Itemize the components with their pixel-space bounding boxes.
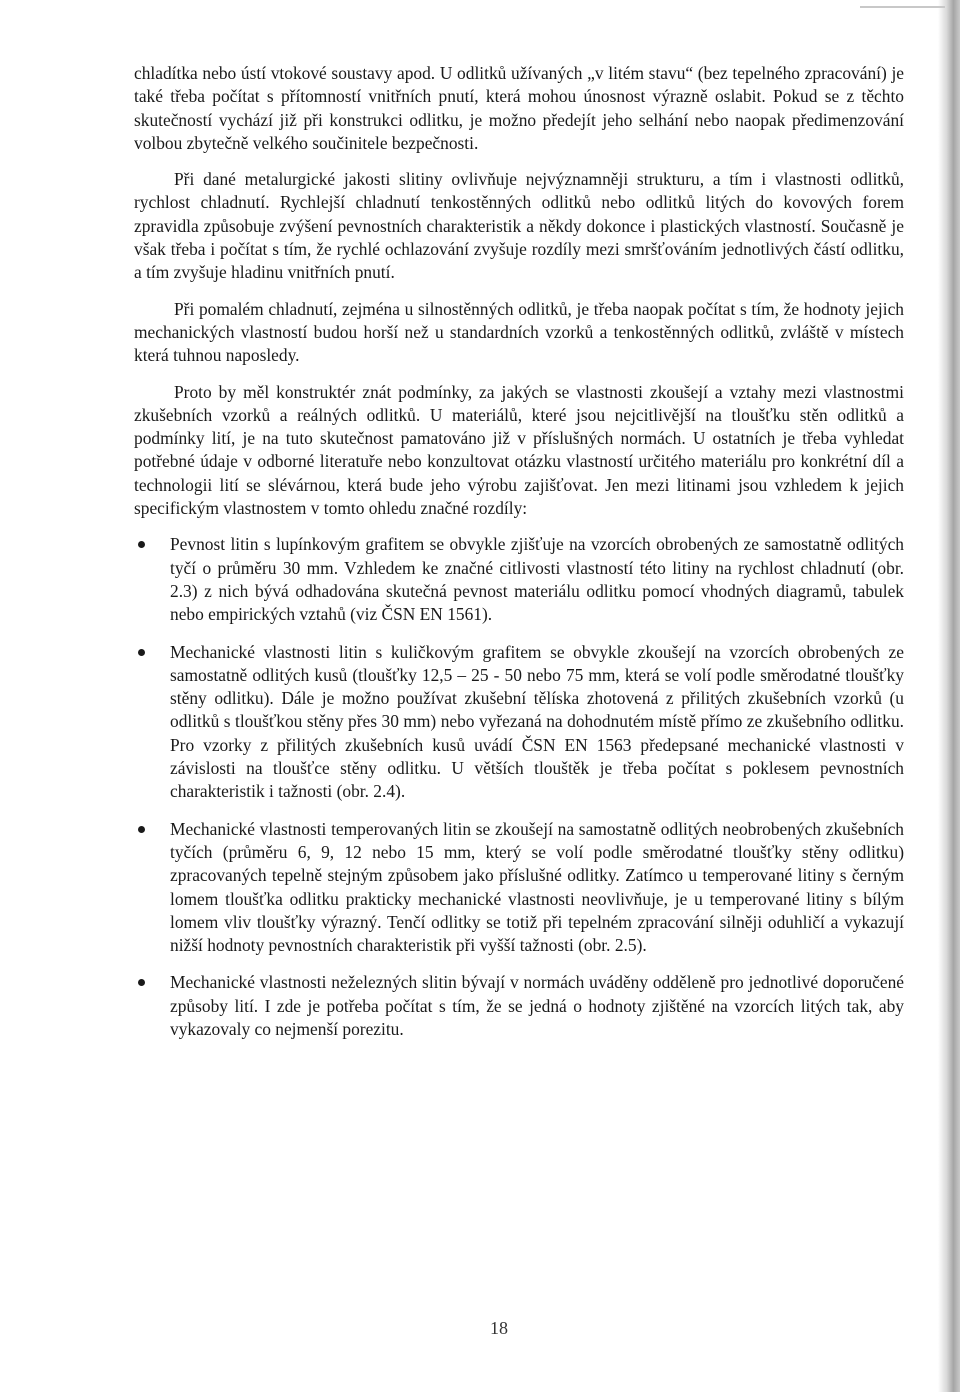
bullet-dot-icon bbox=[138, 541, 145, 548]
list-item-text: Pevnost litin s lupínkovým grafitem se obvykle zjišťuje na vzorcích obrobených ze samostatně odlitých tyčí o průměru 30 mm. Vzhledem ke značné citlivosti vlastností této litiny na rychlost chladnutí (obr. 2.3) z nich bývá odhadována skutečná pevnost materiálu odlitku pomocí vhodných diagramů, tabulek nebo empirických vztahů (viz ČSN EN 1561). bbox=[170, 534, 904, 625]
paragraph-cooling-rate: Při dané metalurgické jakosti slitiny ovlivňuje nejvýznamněji strukturu, a tím i vlastnosti odlitků, rychlost chladnutí. Rychlejší chladnutí tenkostěnných odlitků nebo odlitků litých do kovových forem zpravidla způsobuje zvýšení pevnostních charakteristik a někdy dokonce i plastických vlastností. Současně je však třeba i počítat s tím, že rychlé ochlazování zvyšuje rozdíly mezi smršťováním jednotlivých částí odlitku, a tím zvyšuje hladinu vnitřních pnutí. bbox=[134, 169, 904, 283]
list-item bbox=[134, 533, 904, 626]
list-item-text: Mechanické vlastnosti litin s kuličkovým grafitem se obvykle zkoušejí na vzorcích obrobených ze samostatně odlitých kusů (tloušťky 12,5 – 25 - 50 nebo 75 mm, která se volí podle směrodatné tloušťky stěny odlitku). Dále je možno používat zkušební tělíska zhotovená z přilitých zkušebních vzorků (u odlitků s tloušťkou stěny přes 30 mm) nebo vyřezaná na dohodnutém místě přímo ze zkušebního odlitku. Pro vzorky z přilitých zkušebních kusů uvádí ČSN EN 1563 předepsané mechanické vlastnosti v závislosti na tloušťce stěny odlitku. U větších tlouštěk je třeba počítat s poklesem pevnostních charakteristik i tažnosti (obr. 2.4). bbox=[170, 641, 904, 802]
bullet-list bbox=[134, 533, 904, 1041]
bullet-dot-icon bbox=[138, 979, 145, 986]
scan-edge-shadow bbox=[938, 0, 960, 1392]
bullet-dot-icon bbox=[138, 826, 145, 833]
list-item bbox=[134, 641, 904, 804]
list-item-text: Mechanické vlastnosti neželezných slitin bývají v normách uváděny odděleně pro jednotlivé doporučené způsoby lití. I zde je potřeba počítat s tím, že se jedná o hodnoty zjištěné na vzorcích litých tak, aby vykazovaly co nejmenší porezitu. bbox=[170, 972, 904, 1039]
document-body bbox=[134, 62, 904, 1055]
list-item-text: Mechanické vlastnosti temperovaných litin se zkoušejí na samostatně odlitých neobrobených zkušebních tyčích (průměru 6, 9, 12 nebo 15 mm, který se volí podle směrodatné tloušťky stěny odlitku) zpracovaných tepelně stejným způsobem jako příslušné odlitky. Zatímco u temperované litiny s černým lomem tloušťka odlitku prakticky mechanické vlastnosti neovlivňuje, je u temperované litiny s bílým lomem vliv tloušťky výrazný. Tenčí odlitky se totiž při tepelném zpracování silněji oduhličí a vykazují nižší hodnoty pevnostních charakteristik při vyšší tažnosti (obr. 2.5). bbox=[170, 818, 904, 956]
list-item bbox=[134, 971, 904, 1041]
paragraph-continuation: chladítka nebo ústí vtokové soustavy apod. U odlitků užívaných „v litém stavu“ (bez tepelného zpracování) je také třeba počítat s přítomností vnitřních pnutí, která mohou únosnost výrazně oslabit. Pokud se z těchto skutečností vychází již při konstrukci odlitku, je možno předejít jeho selhání nebo naopak předimenzování volbou zbytečně velkého součinitele bezpečnosti. bbox=[134, 63, 904, 153]
paragraph-designer-conditions: Proto by měl konstruktér znát podmínky, za jakých se vlastnosti zkoušejí a vztahy mezi vlastnostmi zkušebních vzorků a reálných odlitků. U materiálů, které jsou nejcitlivější na tloušťku stěn odlitků a podmínky lití, je na tuto skutečnost pamatováno již v příslušných normách. U ostatních je třeba vyhledat potřebné údaje v odborné literatuře nebo konzultovat otázku vlastností určitého materiálu pro konkrétní díl a technologii lití se slévárnou, která bude jeho výrobu zajišťovat. Jen mezi litinami jsou vzhledem k jejich specifickým vlastnostem v tomto ohledu značné rozdíly: bbox=[134, 381, 904, 519]
list-item bbox=[134, 818, 904, 958]
page-number: 18 bbox=[490, 1318, 508, 1338]
paragraph-slow-cooling: Při pomalém chladnutí, zejména u silnostěnných odlitků, je třeba naopak počítat s tím, že hodnoty jejich mechanických vlastností budou horší než u standardních vzorků a tenkostěnných odlitků, zvláště v místech která tuhnou naposledy. bbox=[134, 298, 904, 366]
scan-top-mark bbox=[860, 6, 945, 8]
bullet-dot-icon bbox=[138, 649, 145, 656]
